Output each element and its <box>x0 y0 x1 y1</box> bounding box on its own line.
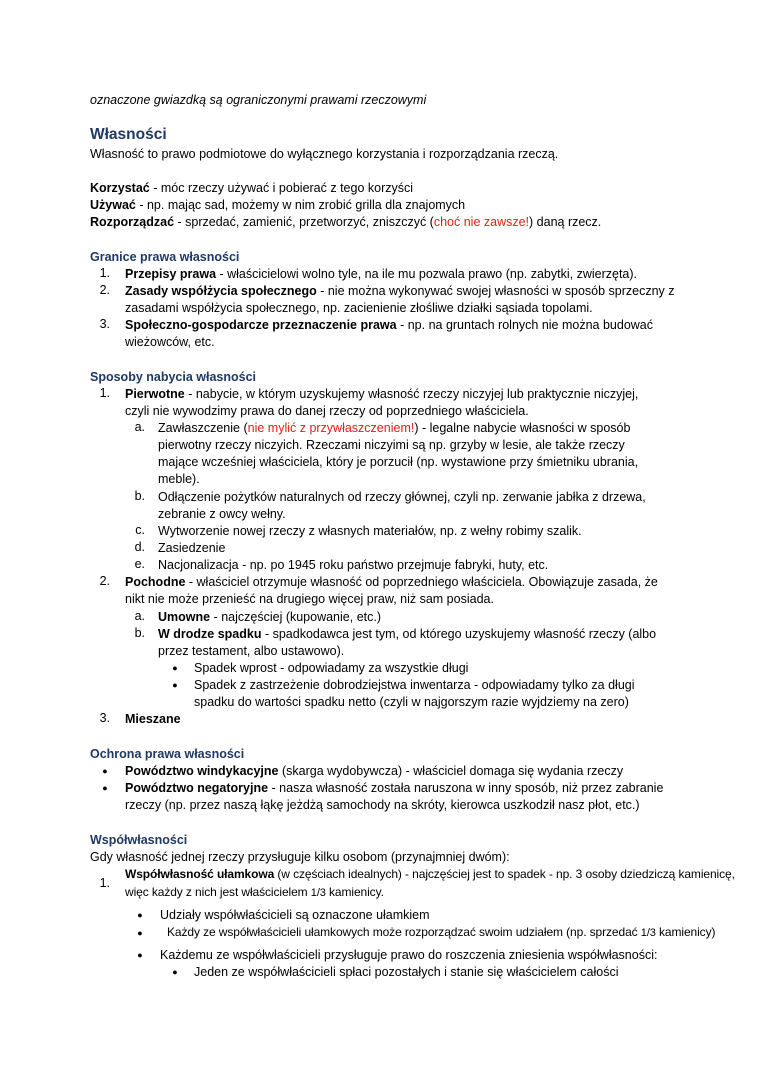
bullet-spadek-inwentarz: Spadek z zastrzeżenie dobrodziejstwa inwentarza - odpowiadamy tylko za długi <box>194 678 635 692</box>
item-text: - właściciel otrzymuje własność od poprzedniego właściciela. Obowiązuje zasada, że <box>185 575 658 589</box>
list-letter: b. <box>134 626 145 640</box>
granice-item-1 <box>125 266 637 283</box>
list-letter: a. <box>134 609 145 623</box>
sposoby-pierwotne <box>125 386 638 403</box>
item-term: Zasady współżycia społecznego <box>125 284 317 298</box>
sub-text-end: ) - legalne nabycie własności w sposób <box>414 421 631 435</box>
wspol-intro: Gdy własność jednej rzeczy przysługuje kilku osobom (przynajmniej dwóm): <box>90 850 510 864</box>
item-term: Pierwotne <box>125 387 185 401</box>
bullet-spadek-wprost: Spadek wprost - odpowiadamy za wszystkie długi <box>194 661 469 675</box>
sub-text: - spadkodawca jest tym, od którego uzyskujemy własność rzeczy (albo <box>261 627 657 641</box>
term-desc-end: ) daną rzecz. <box>529 215 602 229</box>
sposoby-pochodne-cont: nikt nie może przenieść na drugiego więcej praw, niż sam posiada. <box>125 592 494 606</box>
term-korzystac <box>90 180 413 197</box>
sposoby-pochodne <box>125 574 658 591</box>
wspol-subbullet-splata: Jeden ze współwłaścicieli spłaci pozostałych i stanie się właścicielem całości <box>194 965 619 979</box>
bullet-icon: ● <box>137 910 143 920</box>
term-desc: - np. mając sad, możemy w nim zrobić grilla dla znajomych <box>135 198 466 212</box>
item-text: - nie można wykonywać swojej własności w sposób sprzeczny z <box>316 284 675 298</box>
wspol-bullet-rozporzadzanie <box>167 924 715 942</box>
sub-umowne <box>158 609 381 626</box>
bullet-icon: ● <box>172 967 178 977</box>
sub-wytworzenie: Wytworzenie nowej rzeczy z własnych materiałów, np. z wełny robimy szalik. <box>158 524 582 538</box>
term-label: Używać <box>90 198 136 212</box>
sub-term: Umowne <box>158 610 211 624</box>
item-text: Każdy ze współwłaścicieli ułamkowych może rozporządzać swoim udziałem (np. sprzedać <box>167 925 641 939</box>
item-text: (skarga wydobywcza) - właściciel domaga się wydania rzeczy <box>278 764 624 778</box>
list-letter: e. <box>134 557 145 571</box>
term-desc: - sprzedać, zamienić, przetworzyć, zniszczyć ( <box>174 215 434 229</box>
list-number: 3. <box>99 317 110 331</box>
list-number: 1. <box>99 266 110 280</box>
sub-zawlaszczenie-cont: mające wcześniej właściciela, który je porzucił (np. wystawione przy śmietniku ubrania, <box>158 455 639 469</box>
list-number: 1. <box>99 386 110 400</box>
bullet-icon: ● <box>102 783 108 793</box>
item-text: więc każdy z nich jest właścicielem <box>125 885 311 899</box>
sub-zawlaszczenie-cont: pierwotny rzeczy niczyich. Rzeczami niczyimi są np. grzyby w lesie, ale także rzeczy <box>158 438 625 452</box>
sposoby-mieszane: Mieszane <box>125 712 181 726</box>
item-text: (w częściach idealnych) - najczęściej jest to spadek - np. 3 osoby dziedziczą kamienicę, <box>274 867 735 881</box>
heading-wspolwlasnosci: Współwłasności <box>90 833 188 847</box>
fraction: 1/3 <box>640 927 656 939</box>
document-page <box>90 0 760 1075</box>
item-term: Współwłasność ułamkowa <box>125 867 275 881</box>
list-number: 2. <box>99 574 110 588</box>
bullet-icon: ● <box>172 680 178 690</box>
sub-odlaczenie: Odłączenie pożytków naturalnych od rzeczy głównej, czyli np. zerwanie jabłka z drzewa, <box>158 490 646 504</box>
sub-spadek-cont: przez testament, albo ustawowo). <box>158 644 345 658</box>
red-note: nie mylić z przywłaszczeniem! <box>247 421 415 435</box>
heading-ochrona: Ochrona prawa własności <box>90 747 245 761</box>
sposoby-pierwotne-cont: czyli nie wywodzimy prawa do danej rzeczy od poprzedniego właściciela. <box>125 404 529 418</box>
sub-text: Zawłaszczenie ( <box>158 421 248 435</box>
wspol-ulamkowa <box>125 866 735 883</box>
term-label: Rozporządzać <box>90 215 175 229</box>
granice-item-2 <box>125 283 675 300</box>
sub-zasiedzenie: Zasiedzenie <box>158 541 226 555</box>
item-text: - właścicielowi wolno tyle, na ile mu pozwala prawo (np. zabytki, zwierzęta). <box>216 267 638 281</box>
sub-text: - najczęściej (kupowanie, etc.) <box>210 610 381 624</box>
sub-nacjonalizacja: Nacjonalizacja - np. po 1945 roku państwo przejmuje fabryki, huty, etc. <box>158 558 549 572</box>
term-desc: - móc rzeczy używać i pobierać z tego korzyści <box>149 181 414 195</box>
item-text: - nabycie, w którym uzyskujemy własność rzeczy niczyjej lub praktycznie niczyjej, <box>184 387 639 401</box>
bullet-icon: ● <box>137 950 143 960</box>
list-letter: a. <box>134 420 145 434</box>
heading-wlasnosci: Własności <box>90 126 167 143</box>
red-note: choć nie zawsze! <box>433 215 530 229</box>
heading-sposoby: Sposoby nabycia własności <box>90 370 257 384</box>
wspol-bullet-udzialy: Udziały współwłaścicieli są oznaczone ułamkiem <box>160 908 430 922</box>
sub-odlaczenie-cont: zebranie z owcy wełny. <box>158 507 286 521</box>
item-text: - np. na gruntach rolnych nie można budować <box>396 318 654 332</box>
ochrona-negatoryjne <box>125 780 663 797</box>
bullet-icon: ● <box>137 928 143 938</box>
term-label: Korzystać <box>90 181 150 195</box>
list-letter: d. <box>134 540 145 554</box>
list-letter: b. <box>134 489 145 503</box>
sub-spadek <box>158 626 656 643</box>
sub-term: W drodze spadku <box>158 627 262 641</box>
term-rozporzadzac <box>90 214 601 231</box>
bullet-icon: ● <box>102 766 108 776</box>
list-number: 3. <box>99 711 110 725</box>
wspol-ulamkowa-cont <box>125 884 384 902</box>
ochrona-windykacyjne <box>125 763 623 780</box>
item-term: Powództwo windykacyjne <box>125 764 279 778</box>
fraction: 1/3 <box>310 887 326 899</box>
granice-item-3 <box>125 317 653 334</box>
item-term: Pochodne <box>125 575 186 589</box>
list-letter: c. <box>135 523 145 537</box>
item-term: Powództwo negatoryjne <box>125 781 269 795</box>
list-number: 1. <box>99 876 110 890</box>
item-text-end: kamienicy) <box>655 925 716 939</box>
sub-zawlaszczenie-cont: meble). <box>158 472 200 486</box>
wspol-bullet-zniesienie: Każdemu ze współwłaścicieli przysługuje prawo do roszczenia zniesienia współwłasności: <box>160 948 658 962</box>
item-text: - nasza własność została naruszona w inny sposób, niż przez zabranie <box>268 781 664 795</box>
bullet-spadek-inwentarz-cont: spadku do wartości spadku netto (czyli w najgorszym razie wyjdziemy na zero) <box>194 695 629 709</box>
definition: Własność to prawo podmiotowe do wyłącznego korzystania i rozporządzania rzeczą. <box>90 147 559 161</box>
heading-granice: Granice prawa własności <box>90 250 240 264</box>
ochrona-negatoryjne-cont: rzeczy (np. przez naszą łąkę jeżdżą samochody na skróty, kierowca uszkodził nasz płot, etc.) <box>125 798 640 812</box>
item-term: Przepisy prawa <box>125 267 217 281</box>
granice-item-3-cont: wieżowców, etc. <box>125 335 215 349</box>
intro-note: oznaczone gwiazdką są ograniczonymi prawami rzeczowymi <box>90 93 427 107</box>
list-number: 2. <box>99 283 110 297</box>
granice-item-2-cont: zasadami współżycia społecznego, np. zacienienie złośliwe działki sąsiada topolami. <box>125 301 593 315</box>
sub-zawlaszczenie <box>158 420 630 437</box>
item-text-end: kamienicy. <box>325 885 384 899</box>
term-uzywac <box>90 197 465 214</box>
item-term: Społeczno-gospodarcze przeznaczenie prawa <box>125 318 397 332</box>
bullet-icon: ● <box>172 663 178 673</box>
